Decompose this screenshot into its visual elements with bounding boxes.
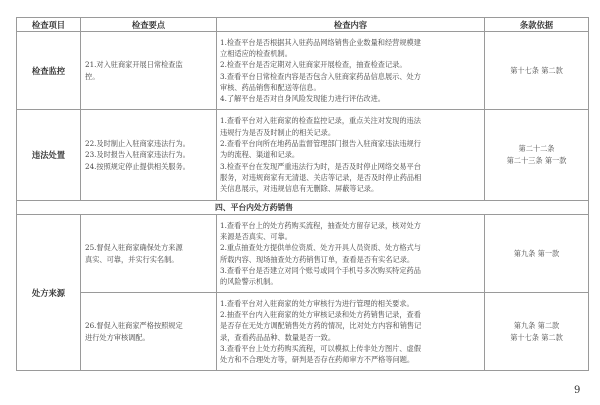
point-line: 24.按照规定停止提供相关服务。 — [85, 161, 190, 171]
basis-cell — [485, 110, 589, 201]
point-line: 21.对入驻商家开展日常检查监 — [85, 59, 183, 69]
item-cell: 违法处置 — [17, 110, 81, 201]
table-row — [17, 32, 589, 110]
content-line: 2.重点抽查处方提供单位资质、处方开具人员资质、处方格式与 — [220, 243, 421, 253]
content-line: 录，查看药品品种、数量是否一致。 — [220, 332, 336, 342]
table-row — [17, 110, 589, 201]
point-line: 控。 — [85, 71, 100, 81]
points-cell — [81, 32, 217, 110]
point-line: 22.及时制止入驻商家违法行为。 — [85, 138, 190, 148]
header-inspection-points: 检查要点 — [81, 18, 217, 32]
basis-cell — [485, 32, 589, 110]
content-line: 4.了解平台是否对自身风险发现能力进行评估改进。 — [220, 94, 385, 104]
points-cell — [81, 215, 217, 293]
content-line: 立相适应的检查机制。 — [220, 48, 292, 58]
section-title-text: 四、平台内处方药销售 — [215, 203, 293, 212]
section-row — [17, 201, 589, 215]
basis-line: 第九条 第一款 — [513, 248, 560, 258]
basis-line: 第二十二条 — [518, 144, 555, 154]
basis-line: 第十七条 第二款 — [510, 332, 563, 342]
point-line: 26.督促入驻商家严格按照规定 — [85, 320, 183, 330]
content-line: 3.查看平台上处方药购买流程，可以模拟上传非处方图片、虚假 — [220, 343, 421, 353]
table-row — [17, 215, 589, 293]
content-line: 1.查看平台上的处方药购买流程，抽查处方留存记录，核对处方 — [220, 220, 421, 230]
header-inspection-content: 检查内容 — [217, 18, 485, 32]
content-line: 1.查看平台对入驻商家的处方审核行为进行管理的相关要求。 — [220, 298, 414, 308]
section-title — [17, 201, 589, 215]
content-line: 2.检查平台是否定期对入驻商家开展检查，抽查检查记录。 — [220, 60, 407, 70]
header-inspection-item: 检查项目 — [17, 18, 81, 32]
basis-cell — [485, 215, 589, 293]
points-cell — [81, 110, 217, 201]
point-line: 23.及时报告入驻商家违法行为。 — [85, 150, 190, 160]
content-line: 审核、药品销售和配送等信息。 — [220, 82, 321, 92]
points-cell — [81, 293, 217, 371]
content-line: 2.抽查平台内入驻商家的处方审核记录和处方药销售记录，查看 — [220, 309, 421, 319]
content-line: 3.查看平台是否建立对同个账号或同个手机号多次购买特定药品 — [220, 265, 421, 275]
point-line: 真实、可靠，并实行实名制。 — [85, 254, 179, 264]
content-line: 1.检查平台是否根据其入驻药品网络销售企业数量和经营规模建 — [220, 37, 421, 47]
content-line: 来源是否真实、可靠。 — [220, 231, 292, 241]
point-line: 进行处方审核调配。 — [85, 332, 150, 342]
basis-line: 第二十三条 第一款 — [506, 156, 567, 165]
basis-line: 第九条 第二款 — [513, 320, 560, 330]
content-cell — [217, 32, 485, 110]
content-line: 3.检查平台在发现严重违法行为时，是否及时停止网络交易平台 — [220, 161, 421, 171]
content-cell — [217, 293, 485, 371]
basis-cell — [485, 293, 589, 371]
content-line: 违规行为是否及时制止的相关记录。 — [220, 127, 336, 137]
point-line: 25.督促入驻商家确保处方来源 — [85, 242, 183, 252]
content-line: 2.查看平台向所在地药品监督管理部门报告入驻商家违法违规行 — [220, 139, 421, 149]
content-line: 为的流程、渠道和记录。 — [220, 150, 300, 160]
content-line: 关信息展示，对违规信息有无删除、屏蔽等记录。 — [220, 184, 379, 194]
content-line: 是否存在无处方调配销售处方药的情况，比对处方内容和销售记 — [220, 321, 422, 331]
content-cell — [217, 215, 485, 293]
header-clause-basis: 条款依据 — [485, 18, 589, 32]
item-cell: 处方来源 — [17, 215, 81, 371]
content-line: 的风险警示机制。 — [220, 277, 278, 287]
basis-line: 第十七条 第二款 — [510, 65, 563, 75]
content-line: 1.查看平台对入驻商家的检查监控记录，重点关注对发现的违法 — [220, 116, 421, 126]
content-line: 服务，对违规商家有无清退、关店等记录，是否及时停止药品相 — [220, 172, 422, 182]
content-cell — [217, 110, 485, 201]
content-line: 所载内容、现场抽查处方药销售订单，查看是否有实名记录。 — [220, 254, 415, 264]
content-line: 处方和不合理处方等，研判是否存在药师审方不严格等问题。 — [220, 355, 415, 365]
table-header-row — [17, 18, 589, 32]
inspection-table — [16, 17, 589, 371]
content-line: 3.查看平台日常检查内容是否包含入驻商家药品信息展示、处方 — [220, 71, 421, 81]
table-row — [17, 293, 589, 371]
page-number: 9 — [574, 385, 581, 396]
item-cell: 检查监控 — [17, 32, 81, 110]
